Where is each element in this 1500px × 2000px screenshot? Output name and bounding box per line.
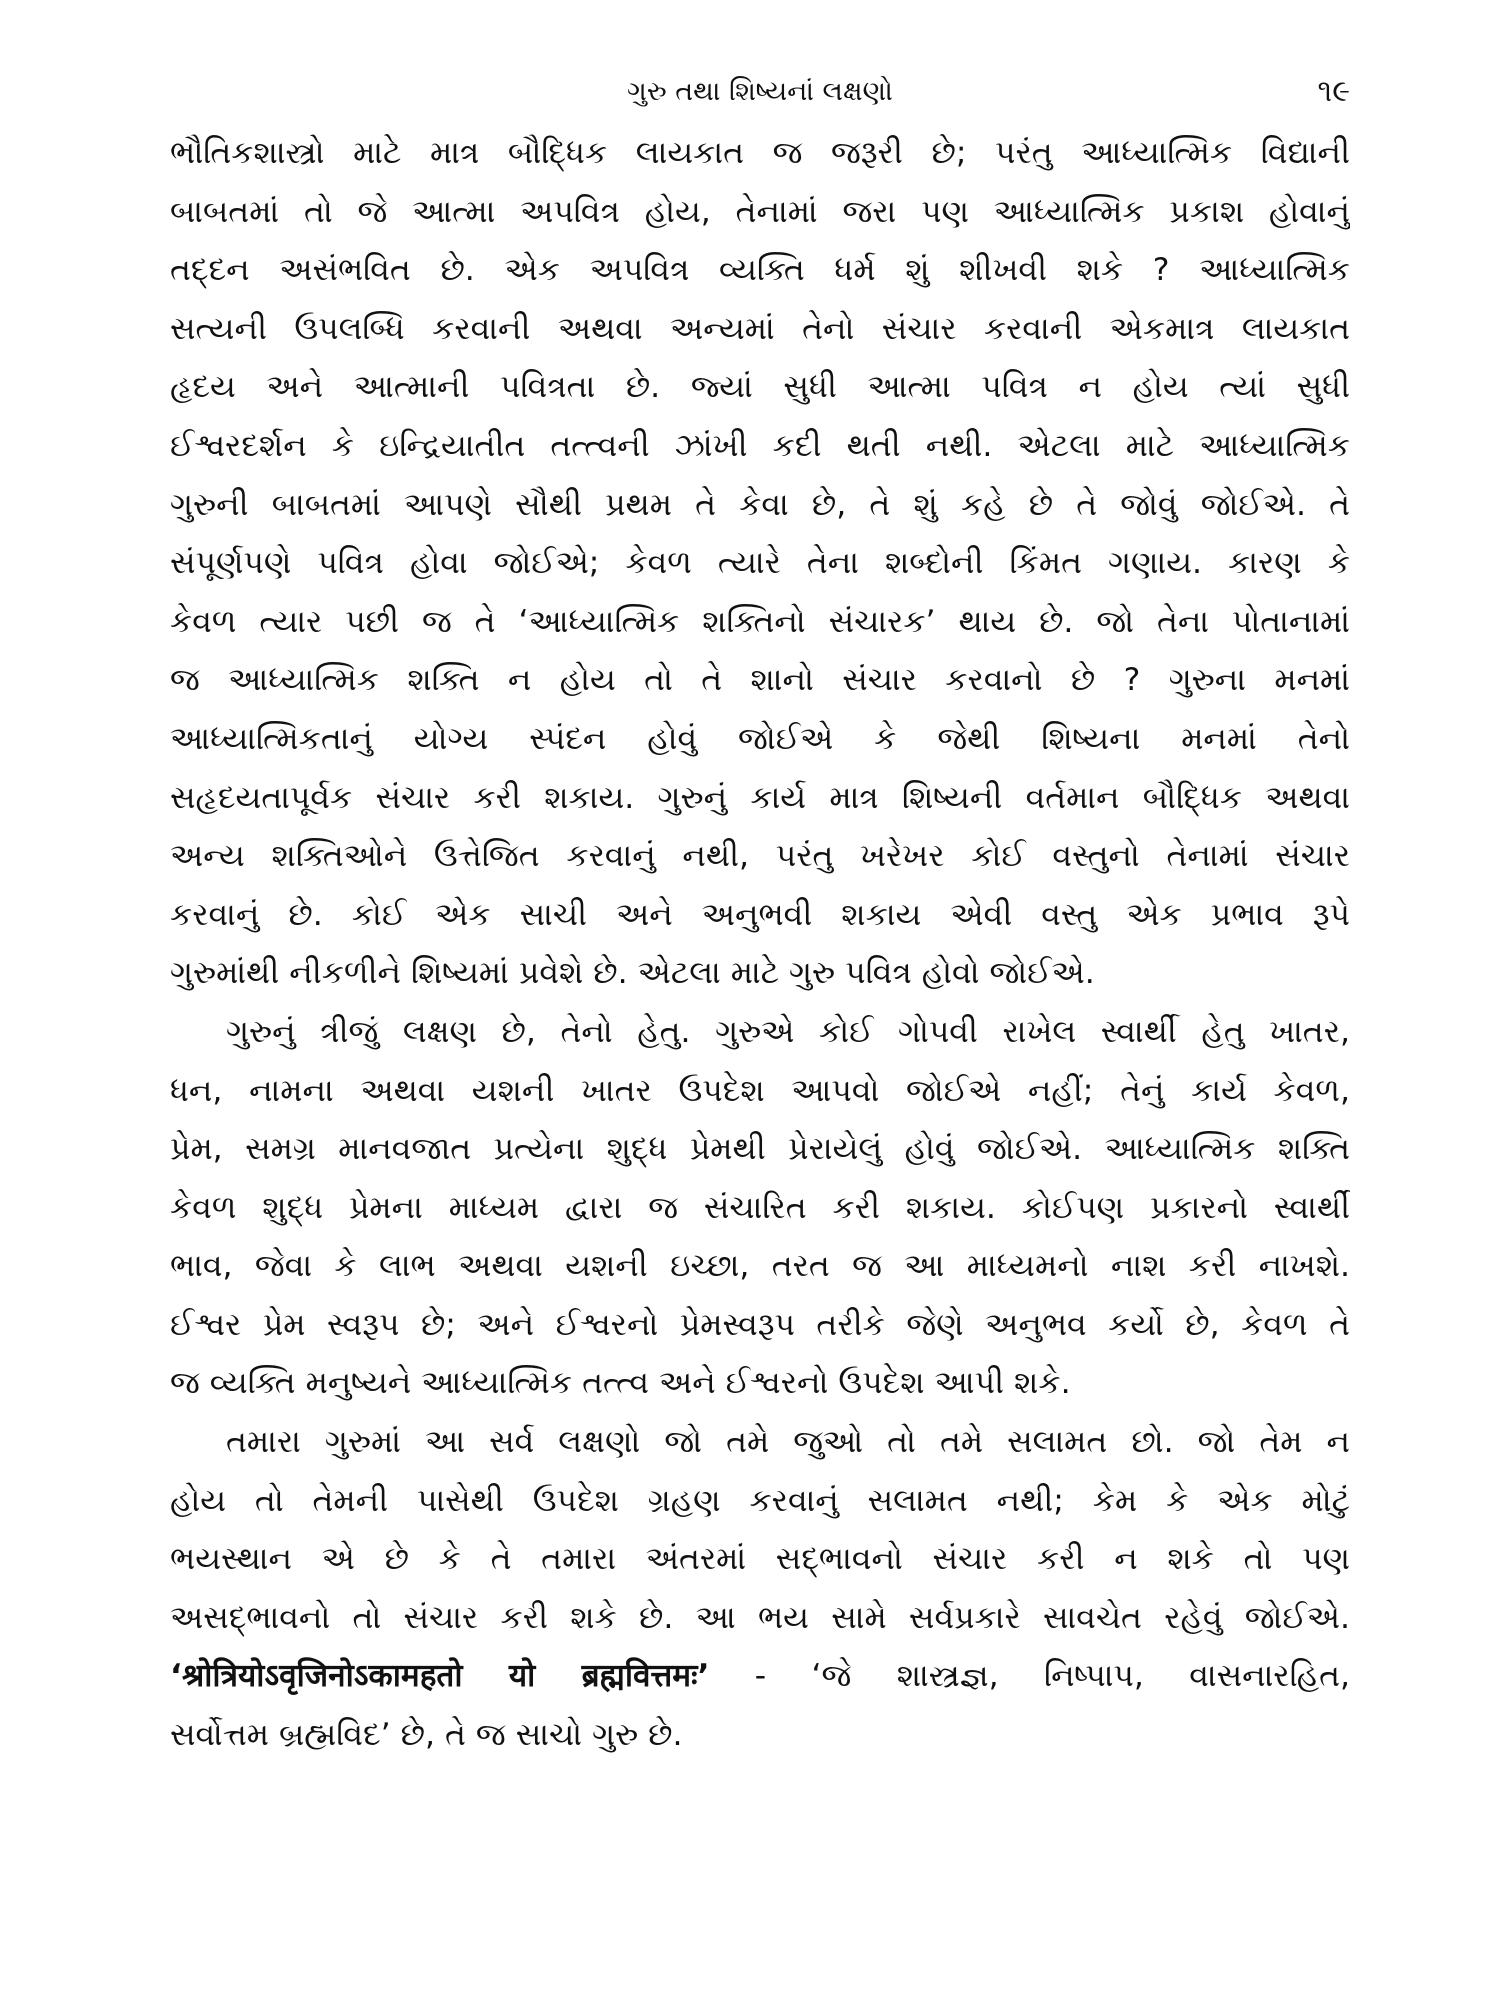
- text-line: ધન, નામના અથવા યશની ખાતર ઉપદેશ આપવો જોઈએ નહીં; તેનું કાર્ય કેવળ,: [170, 1072, 1350, 1109]
- text-line: ભૌતિકશાસ્ત્રો માટે માત્ર બૌદ્ધિક લાયકાત જ જરૂરી છે; પરંતુ આધ્યાત્મિક વિદ્યાની: [170, 135, 1350, 171]
- text-line: હૃદય અને આત્માની પવિત્રતા છે. જ્યાં સુધી આત્મા પવિત્ર ન હોય ત્યાં સુધી: [170, 369, 1350, 406]
- text-line: ભયસ્થાન એ છે કે તે તમારા અંતરમાં સદ્ભાવનો સંચાર કરી ન શકે તો પણ: [170, 1541, 1350, 1578]
- text-line: અસદ્ભાવનો તો સંચાર કરી શકે છે. આ ભય સામે સર્વપ્રકારે સાવચેત રહેવું જોઈએ.: [170, 1599, 1350, 1636]
- text-line: જ આધ્યાત્મિક શક્તિ ન હોય તો તે શાનો સંચાર કરવાનો છે ? ગુરુના મનમાં: [170, 662, 1350, 699]
- body-text: [170, 124, 1350, 1765]
- text-line: ઈશ્વરદર્શન કે ઇન્દ્રિયાતીત તત્ત્વની ઝાંખી કદી થતી નથી. એટલા માટે આધ્યાત્મિક: [170, 427, 1350, 464]
- text-line: આધ્યાત્મિકતાનું યોગ્ય સ્પંદન હોવું જોઈએ કે જેથી શિષ્યના મનમાં તેનો: [170, 720, 1350, 757]
- page-header-title: ગુરુ તથા શિષ્યનાં લક્ષણો: [627, 76, 893, 107]
- text-line: જ વ્યક્તિ મનુષ્યને આધ્યાત્મિક તત્ત્વ અને ઈશ્વરનો ઉપદેશ આપી શકે.: [170, 1365, 1071, 1402]
- text-line: અન્ય શક્તિઓને ઉત્તેજિત કરવાનું નથી, પરંતુ ખરેખર કોઈ વસ્તુનો તેનામાં સંચાર: [170, 838, 1350, 875]
- text-line: કેવળ ત્યાર પછી જ તે ‘આધ્યાત્મિક શક્તિનો સંચારક’ થાય છે. જો તેના પોતાનામાં: [170, 603, 1350, 640]
- text-line: કરવાનું છે. કોઈ એક સાચી અને અનુભવી શકાય એવી વસ્તુ એક પ્રભાવ રૂપે: [170, 896, 1350, 933]
- text-line: સહૃદયતાપૂર્વક સંચાર કરી શકાય. ગુરુનું કાર્ય માત્ર શિષ્યની વર્તમાન બૌદ્ધિક અથવા: [170, 779, 1350, 816]
- text-line: સંપૂર્ણપણે પવિત્ર હોવા જોઈએ; કેવળ ત્યારે તેના શબ્દોની કિંમત ગણાય. કારણ કે: [170, 545, 1350, 582]
- text-line: ગુરુમાંથી નીકળીને શિષ્યમાં પ્રવેશે છે. એટલા માટે ગુરુ પવિત્ર હોવો જોઈએ.: [170, 955, 1095, 992]
- text-line: ઈશ્વર પ્રેમ સ્વરૂપ છે; અને ઈશ્વરનો પ્રેમસ્વરૂપ તરીકે જેણે અનુભવ કર્યો છે, કેવળ તે: [170, 1306, 1350, 1343]
- text-line: ગુરુનું ત્રીજું લક્ષણ છે, તેનો હેતુ. ગુરુએ કોઈ ગોપવી રાખેલ સ્વાર્થી હેતુ ખાતર,: [226, 1013, 1350, 1050]
- text-line: તદ્દન અસંભવિત છે. એક અપવિત્ર વ્યક્તિ ધર્મ શું શીખવી શકે ? આધ્યાત્મિક: [170, 252, 1350, 289]
- sanskrit-quote: ‘श्रोत्रियोऽवृजिनोऽकामहतो यो ब्रह्मवित्तमः’: [170, 1658, 710, 1695]
- page-number: ૧૯: [1317, 74, 1350, 109]
- text-line: ભાવ, જેવા કે લાભ અથવા યશની ઇચ્છા, તરત જ આ માધ્યમનો નાશ કરી નાખશે.: [170, 1248, 1350, 1285]
- text-line: બાબતમાં તો જે આત્મા અપવિત્ર હોય, તેનામાં જરા પણ આધ્યાત્મિક પ્રકાશ હોવાનું: [170, 193, 1350, 230]
- running-header: [170, 72, 1350, 116]
- text-line: સર્વોત્તમ બ્રહ્મવિદ’ છે, તે જ સાચો ગુરુ છે.: [170, 1717, 683, 1754]
- quote-line: [170, 1647, 1350, 1706]
- text-line: હોય તો તેમની પાસેથી ઉપદેશ ગ્રહણ કરવાનું સલામત નથી; કેમ કે એક મોટું: [170, 1482, 1350, 1519]
- text-line: પ્રેમ, સમગ્ર માનવજાત પ્રત્યેના શુદ્ધ પ્રેમથી પ્રેરાયેલું હોવું જોઈએ. આધ્યાત્મિક શક્તિ: [170, 1131, 1350, 1168]
- quote-translation: - ‘જે શાસ્ત્રજ્ઞ, નિષ્પાપ, વાસનારહિત,: [709, 1658, 1350, 1695]
- text-line: તમારા ગુરુમાં આ સર્વ લક્ષણો જો તમે જુઓ તો તમે સલામત છો. જો તેમ ન: [226, 1424, 1350, 1461]
- text-line: ગુરુની બાબતમાં આપણે સૌથી પ્રથમ તે કેવા છે, તે શું કહે છે તે જોવું જોઈએ. તે: [170, 486, 1350, 523]
- text-line: સત્યની ઉપલબ્ધિ કરવાની અથવા અન્યમાં તેનો સંચાર કરવાની એકમાત્ર લાયકાત: [170, 310, 1350, 347]
- text-line: કેવળ શુદ્ધ પ્રેમના માધ્યમ દ્વારા જ સંચારિત કરી શકાય. કોઈપણ પ્રકારનો સ્વાર્થી: [170, 1189, 1350, 1226]
